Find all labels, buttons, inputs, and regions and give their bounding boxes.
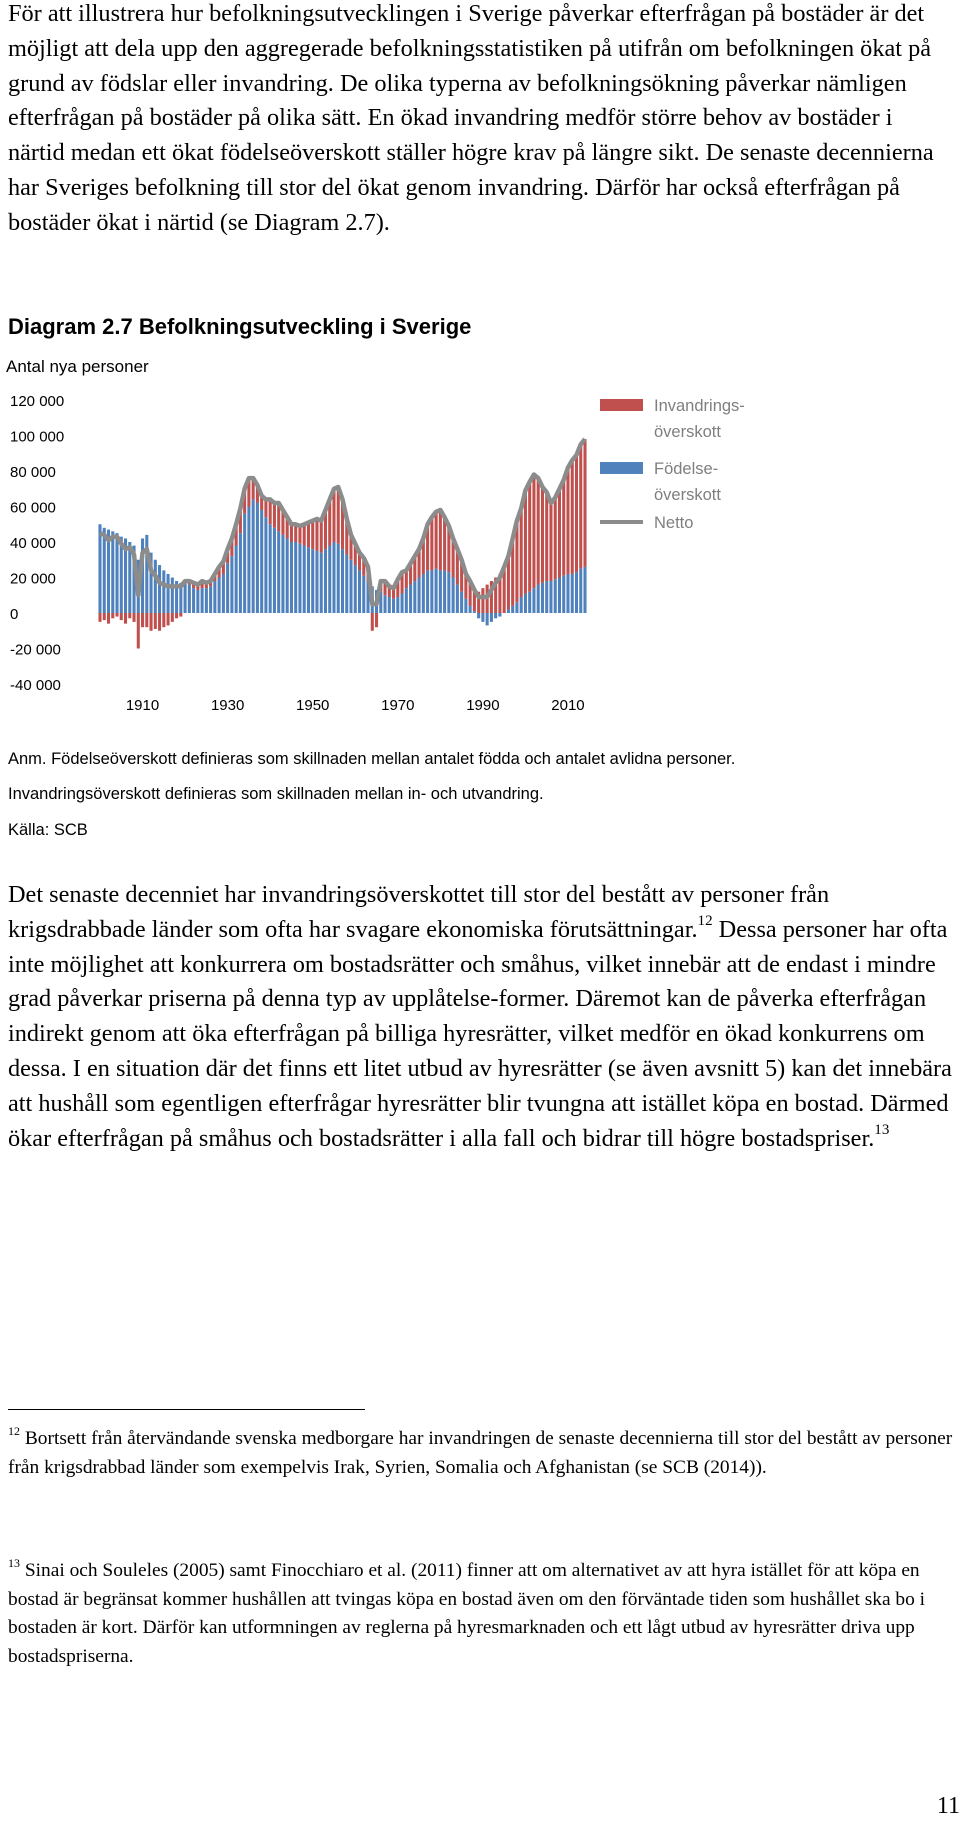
invandring-bar [133,613,136,622]
fodelse-bar [349,560,352,613]
invandring-bar [111,613,114,618]
page-number: 11 [936,1793,960,1819]
footnote-ref-13[interactable]: 13 [874,1122,890,1139]
y-tick-label: 20 000 [10,570,56,588]
invandring-bar [554,498,557,580]
fodelse-bar [158,565,161,613]
fodelse-bar [256,503,259,613]
fodelse-bar [218,578,221,614]
fodelse-bar [260,510,263,613]
invandring-bar [98,613,101,622]
fodelse-bar [464,599,467,613]
fodelse-bar [435,569,438,613]
invandring-bar [150,613,153,631]
fodelse-bar [401,593,404,613]
fodelse-bar [579,569,582,613]
invandring-bar [298,526,301,544]
fodelse-bar [213,581,216,613]
fodelse-bar [469,606,472,613]
invandring-bar [311,521,314,549]
legend-label: Födelse- [654,460,719,478]
invandring-bar [537,478,540,584]
x-tick-label: 1970 [381,697,415,714]
fodelse-bar [167,574,170,613]
fodelse-bar [252,499,255,613]
fodelse-bar [243,514,246,613]
fodelse-bar [324,549,327,613]
fodelse-bar [222,574,225,613]
footnote-ref-12[interactable]: 12 [697,913,713,930]
fodelse-bar [358,570,361,613]
invandring-bar [154,613,157,629]
invandring-bar [443,517,446,570]
invandring-bar [307,522,310,547]
invandring-bar [541,487,544,583]
invandring-bar [430,517,433,570]
fodelse-bar [320,553,323,613]
fodelse-bar [477,613,480,618]
fodelse-bar [303,546,306,613]
invandring-bar [115,613,118,617]
fodelse-bar [575,572,578,613]
y-tick-label: -40 000 [10,677,61,694]
invandring-bar [439,510,442,570]
footnote-13 [8,1557,958,1671]
fodelse-bar [332,542,335,613]
fodelse-bar [409,585,412,613]
fodelse-bar [192,588,195,613]
footnote-divider [8,1409,365,1410]
fodelse-bar [520,597,523,613]
fodelse-bar [184,583,187,613]
invandring-bar [528,482,531,592]
fodelse-bar [554,579,557,613]
y-tick-label: -20 000 [10,641,61,659]
fodelse-bar [537,585,540,613]
fodelse-bar [201,588,204,613]
invandring-bar [103,613,106,620]
netto-legend-swatch [600,520,643,524]
fodelse-bar [230,556,233,613]
invandring-bar [571,460,574,574]
fodelse-bar [439,570,442,613]
invandring-bar [107,613,110,624]
fodelse-bar [354,565,357,613]
fodelse-bar [298,544,301,613]
source-label: Källa: SCB [8,821,88,839]
invandring-bar [124,613,127,624]
invandring-bar [320,521,323,553]
footnote-text: Sinai och Souleles (2005) samt Finocchiaro et al. (2011) finner att om alternativet av att hyra istället för att köpa en bostad är begränsat kommer hushållen att tvingas köpa en bostad även om den förväntade tiden som hushållet ska bo i bostaden är kort. Därför kan utformningen av reglerna på hyresmarknaden och ett lågt utbud av hyresrätter driva upp bostadspriserna. [8,1560,926,1667]
fodelse-bar [171,578,174,614]
fodelse-bar [388,597,391,613]
invandring-bar [520,508,523,597]
invandring-bar [371,613,374,631]
fodelse-bar [422,574,425,613]
fodelse-bar [528,592,531,613]
fodelse-bar [196,590,199,613]
invandring-bar [171,613,174,622]
fodelse-bar [430,570,433,613]
fodelse-bar [426,570,429,613]
fodelse-bar [566,574,569,613]
x-tick-label: 1950 [296,697,330,714]
fodelse-bar [418,578,421,614]
invandring-bar [145,613,148,627]
fodelse-bar [247,507,250,614]
invandring-bar [158,613,161,631]
invandring-bar [583,439,586,567]
fodelse-bar [405,588,408,613]
fodelse-bar [507,609,510,613]
invandring-bar [562,480,565,576]
y-tick-label: 40 000 [10,535,56,552]
x-tick-label: 1990 [466,697,500,714]
fodelse-bar [481,613,484,622]
invandring-bar [435,512,438,569]
fodelse-bar [524,593,527,613]
fodelse-bar [209,586,212,613]
fodelse-bar [273,528,276,613]
fodelse-bar [294,542,297,613]
body-paragraph-part1: Det senaste decenniet har invandringsöverskottet till stor del bestått av personer från krigsdrabbade länder som ofta har svagare ekonomiska förutsättningar. [8,881,830,943]
invandring-bar [290,524,293,542]
fodelse-bar [549,581,552,613]
legend-label: överskott [654,423,721,441]
fodelse-bar [162,570,165,613]
fodelse-bar [362,576,365,613]
fodelse-bar [532,588,535,613]
x-tick-label: 2010 [551,697,585,714]
fodelse-bar [571,574,574,613]
y-tick-label: 120 000 [10,393,65,410]
invandring-bar [566,467,569,574]
fodelse-bar [145,535,148,613]
fodelse-bar [290,542,293,613]
invandring-bar [137,613,140,649]
fodelse-bar [456,585,459,613]
fodelse-bar [562,576,565,613]
fodelse-bar [545,581,548,613]
intro-paragraph: För att illustrera hur befolkningsutvecklingen i Sverige påverkar efterfrågan på bostäder är det möjligt att dela upp den aggregerade befolkningsstatistiken på utifrån om befolkningen ökat på grund av födslar eller invandring. De olika typerna av befolkningsökning påverkar nämligen efterfrågan på bostäder på olika sätt. En ökad invandring medför större behov av bostäder i närtid medan ett ökat födelseöverskott ställer högre krav på längre sikt. De senaste decennierna har Sveriges befolkning till stor del ökat genom invandring. Därför har också efterfrågan på bostäder ökat i närtid (se Diagram 2.7). [8,0,934,236]
invandring-bar [273,503,276,528]
fodelse-bar [511,606,514,613]
fodelse-bar [264,517,267,613]
note-fodelseoverskott: Anm. Födelseöverskott definieras som skillnaden mellan antalet födda och antalet avlidna personer. [8,750,736,768]
footnote-number: 12 [8,1423,21,1438]
fodelse-bar [447,572,450,613]
invandring-bar [481,588,484,613]
fodelse-bar [490,613,493,622]
fodelse-bar [281,535,284,613]
note-invandringsoverskott: Invandringsöverskott definieras som skillnaden mellan in- och utvandring. [8,785,544,803]
fodelse-bar [154,560,157,613]
invandring-bar [179,613,182,617]
footnote-text: Bortsett från återvändande svenska medborgare har invandringen de senaste decennierna till stor del bestått av personer från krigsdrabbad länder som exempelvis Irak, Syrien, Somalia och Afghanistan (se SCB (2014)). [8,1428,953,1478]
fodelse-bar [413,581,416,613]
invandring-bar [545,492,548,581]
invandring-bar [549,503,552,581]
fodelse-bar [515,602,518,613]
fodelse-bar [473,611,476,613]
body-paragraph [8,878,953,1156]
invandring-legend-swatch [600,399,643,411]
fodelse-bar [328,546,331,613]
population-chart [0,350,760,730]
fodelse-bar [341,549,344,613]
fodelse-bar [494,613,497,618]
fodelse-bar [345,554,348,613]
footnote-number: 13 [8,1555,21,1570]
x-tick-label: 1910 [125,697,160,714]
fodelse-bar [103,528,106,613]
fodelse-bar [311,549,314,613]
fodelse-bar [392,599,395,613]
invandring-bar [375,613,378,627]
fodelse-bar [558,578,561,614]
fodelse-bar [239,533,242,613]
fodelse-legend-swatch [600,462,643,474]
legend-label: överskott [654,486,721,504]
fodelse-bar [269,524,272,613]
fodelse-bar [205,588,208,613]
y-axis-title: Antal nya personer [6,357,149,376]
invandring-bar [303,524,306,545]
invandring-bar [264,499,267,517]
y-tick-labels [10,393,64,694]
fodelse-bar [443,570,446,613]
fodelse-bar [460,592,463,613]
fodelse-bar [277,531,280,613]
y-tick-label: 80 000 [10,464,56,481]
legend-label: Netto [654,514,694,532]
fodelse-bar [307,547,310,613]
fodelse-bar [396,597,399,613]
fodelse-bar [188,585,191,613]
fodelse-bar [226,563,229,613]
y-tick-label: 60 000 [10,499,56,517]
fodelse-bar [384,595,387,613]
fodelse-bar [541,583,544,613]
invandring-bar [315,519,318,551]
legend-label: Invandrings- [654,397,745,415]
y-tick-label: 100 000 [10,428,65,446]
invandring-bar [162,613,165,627]
fodelse-bar [498,613,501,617]
invandring-bar [532,475,535,589]
fodelse-bar [286,538,289,613]
diagram-title: Diagram 2.7 Befolkningsutveckling i Sverige [8,314,472,339]
fodelse-bar [452,578,455,614]
chart-legend [600,397,745,532]
invandring-bar [579,444,582,568]
invandring-bar [120,613,123,620]
y-tick-label: 0 [10,606,19,623]
invandring-bar [175,613,178,618]
invandring-bar [128,613,131,618]
body-paragraph-part2: Dessa personer har ofta inte möjlighet att konkurrera om bostadsrätter och småhus, vilket innebär att de endast i mindre grad påverkar priserna på denna typ av upplåtelse-former. Däremot kan de påverka efterfrågan indirekt genom att öka efterfrågan på billiga hyresrätter, vilket medför en ökad konkurrens om dessa. I en situation där det finns ett litet utbud av hyresrätter (se även avsnitt 5) kan det innebära att hushåll som egentligen efterfrågar hyresrätter blir tvungna att istället köpa en bostad. Därmed ökar efterfrågan på småhus och bostadsrätter i alla fall och bidrar till högre bostadspriser. [8,915,952,1152]
fodelse-bar [486,613,489,625]
fodelse-bar [583,567,586,613]
fodelse-bar [111,531,114,613]
chart-svg [0,350,760,730]
invandring-bar [558,489,561,578]
fodelse-bar [98,524,101,613]
fodelse-bar [235,546,238,613]
fodelse-bar [315,551,318,613]
x-tick-labels [126,697,585,714]
invandring-bar [141,613,144,627]
invandring-bar [575,455,578,572]
fodelse-bar [115,533,118,613]
invandring-bar [167,613,170,625]
fodelse-bar [337,544,340,613]
footnote-12 [8,1425,958,1482]
x-tick-label: 1930 [210,697,245,714]
invandring-bar [524,491,527,594]
